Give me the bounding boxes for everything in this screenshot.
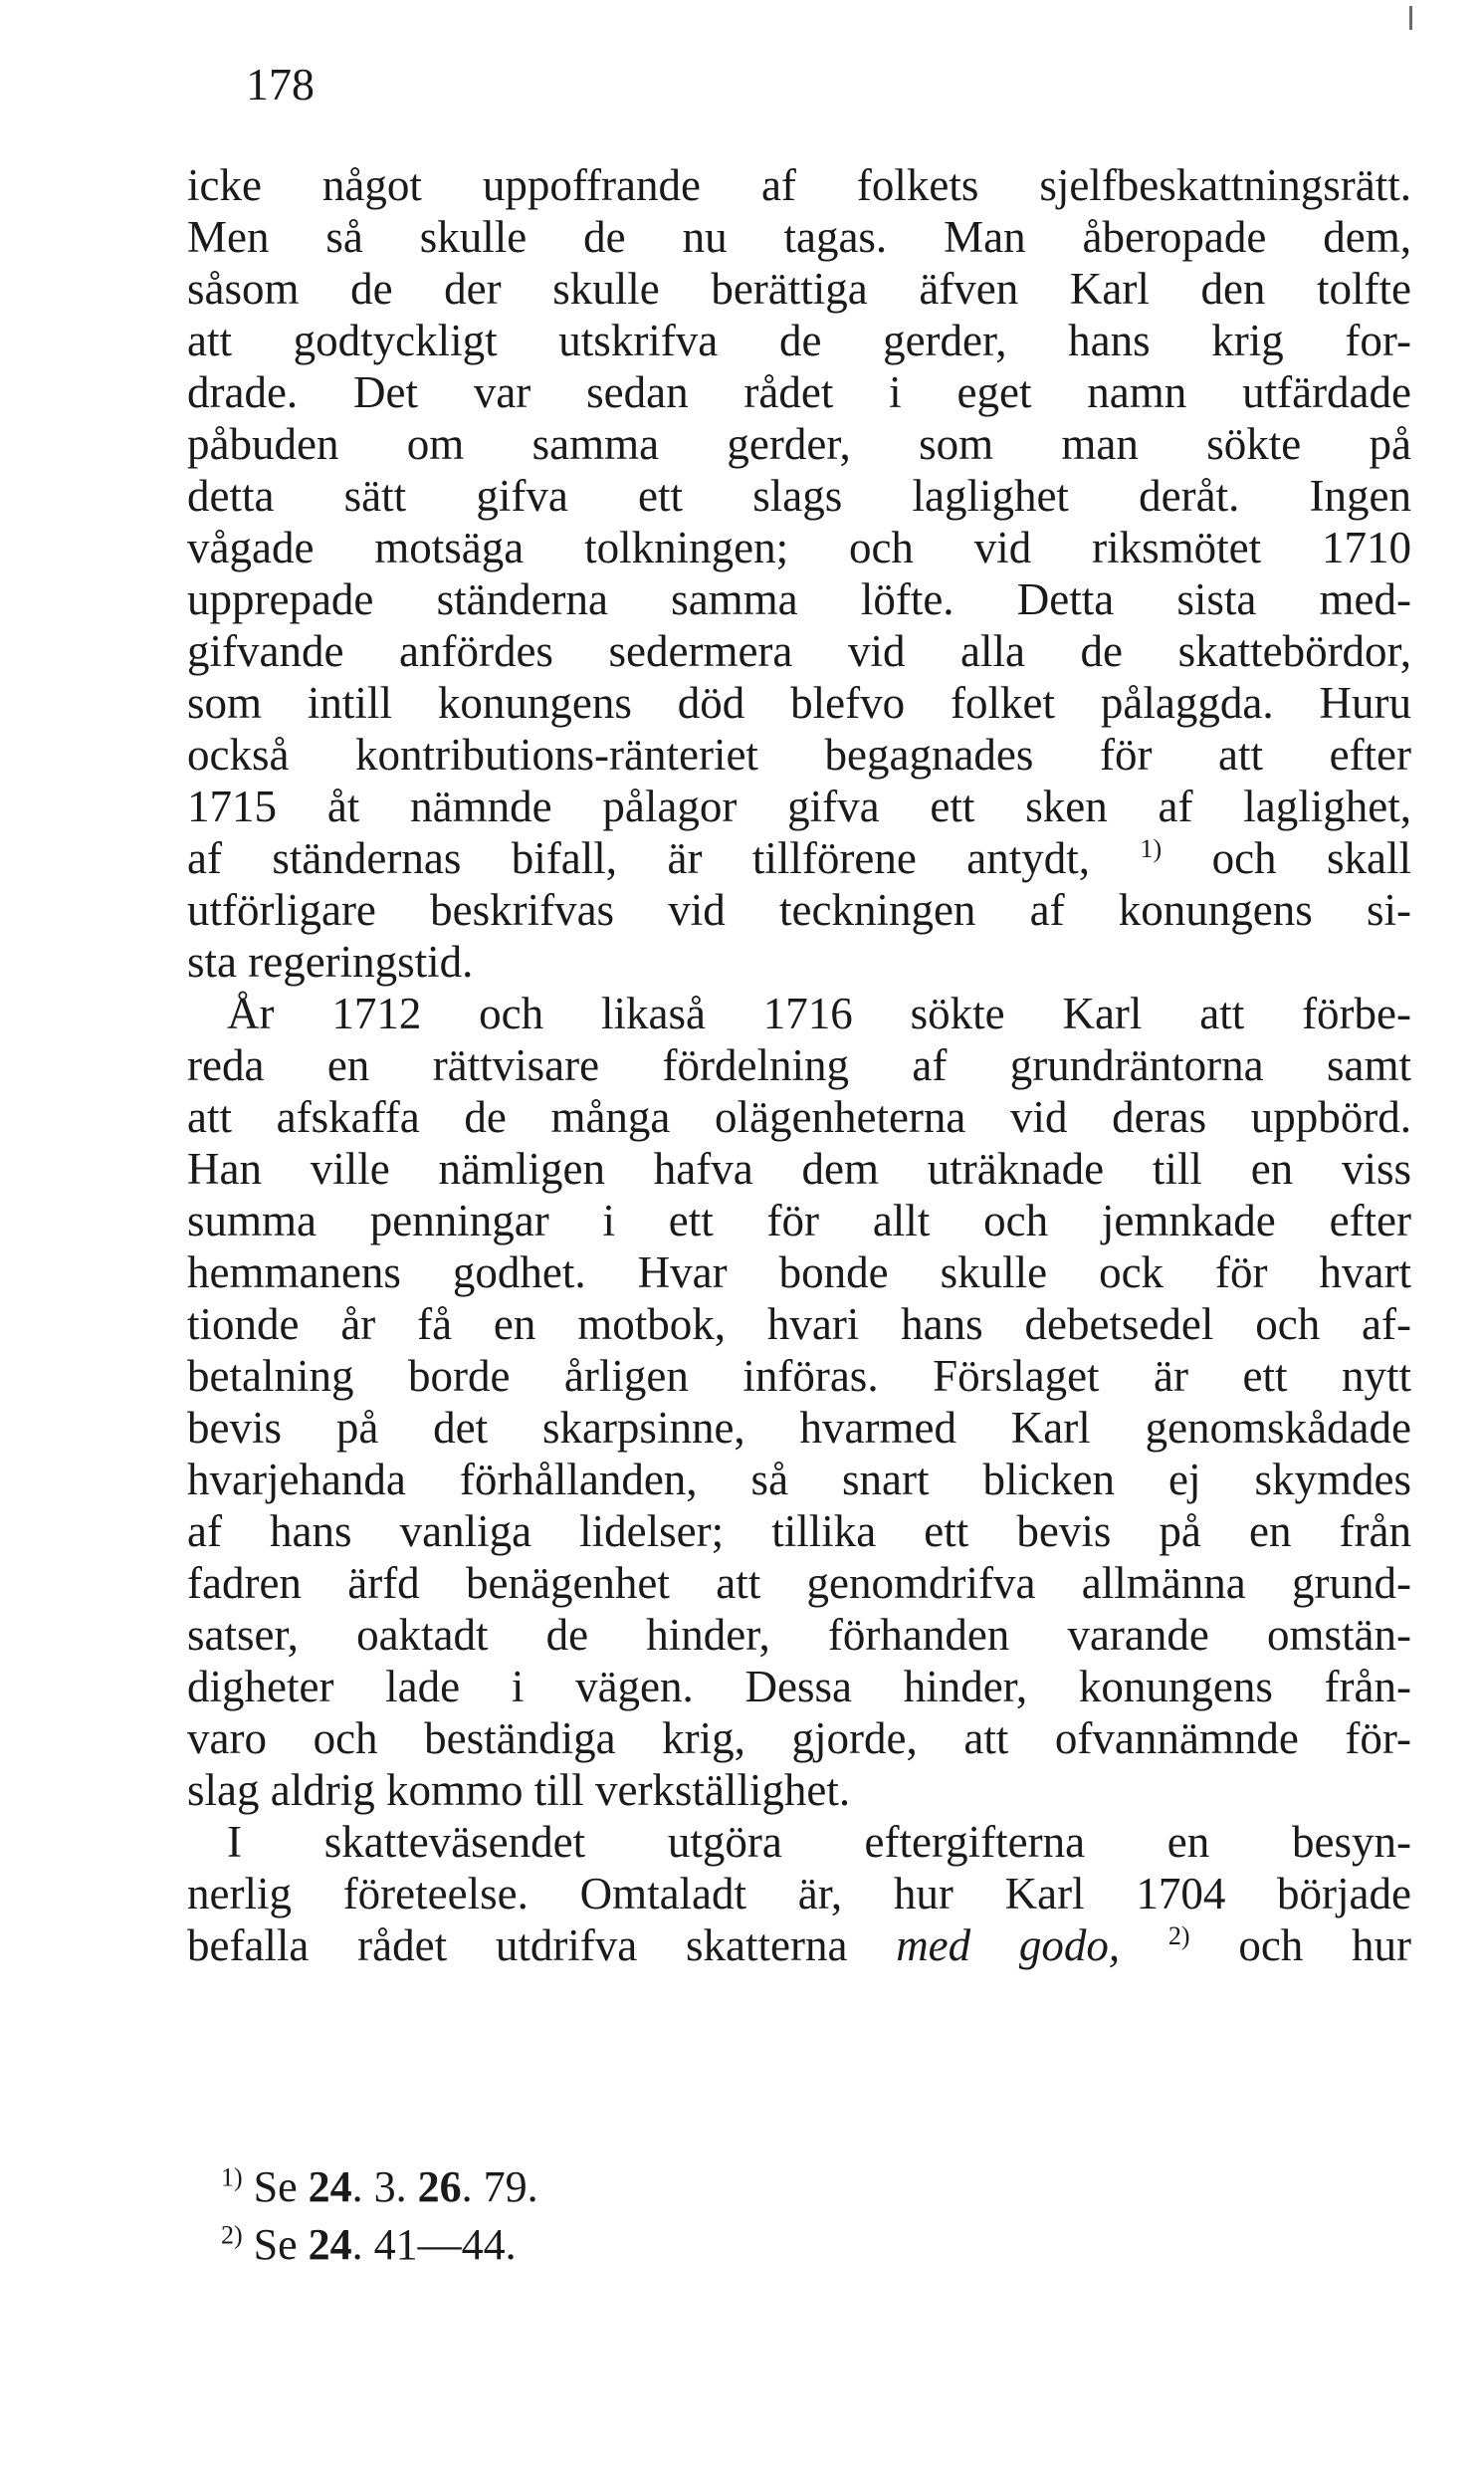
text-line: af hans vanliga lidelser; tillika ett bevis på en från	[187, 1506, 1411, 1556]
text-line: År 1712 och likaså 1716 sökte Karl att förbe-	[227, 989, 1411, 1038]
text-line: tionde år få en motbok, hvari hans debetsedel och af-	[187, 1299, 1411, 1349]
line-text: befalla rådet utdrifva skatterna	[187, 1920, 848, 1970]
text-line: digheter lade i vägen. Dessa hinder, konungens från-	[187, 1662, 1411, 1711]
text-line: nerlig företeelse. Omtaladt är, hur Karl 1704 började	[187, 1869, 1411, 1918]
footnote-rest: . 41—44.	[351, 2220, 517, 2269]
text-line: I skatteväsendet utgöra eftergifterna en besyn-	[227, 1817, 1411, 1867]
text-line: att godtyckligt utskrifva de gerder, hans krig for-	[187, 316, 1411, 365]
text-line: gifvande anfördes sedermera vid alla de skattebördor,	[187, 626, 1411, 676]
text-line: bevis på det skarpsinne, hvarmed Karl genomskådade	[187, 1403, 1411, 1453]
text-line: summa penningar i ett för allt och jemnkade efter	[187, 1196, 1411, 1245]
text-line: vågade motsäga tolkningen; och vid riksmötet 1710	[187, 523, 1411, 572]
footnote-prefix: Se	[253, 2162, 298, 2211]
text-line: att afskaffa de många olägenheterna vid deras uppbörd.	[187, 1092, 1411, 1142]
line-text: af ständernas bifall, är tillförene antydt,	[187, 833, 1090, 883]
text-line: slag aldrig kommo till verkställighet.	[187, 1765, 851, 1815]
footnote-rest: . 79.	[461, 2162, 538, 2211]
text-line: Han ville nämligen hafva dem uträknade till en viss	[187, 1144, 1411, 1194]
footnote	[221, 2216, 918, 2274]
line-tail: och skall	[1211, 833, 1411, 883]
text-line: påbuden om samma gerder, som man sökte på	[187, 419, 1411, 469]
text-line-with-footnote	[187, 832, 1411, 884]
text-line: icke något uppoffrande af folkets sjelfbeskattningsrätt.	[187, 160, 1411, 210]
text-line: betalning borde årligen införas. Förslaget är ett nytt	[187, 1351, 1411, 1401]
footnote-prefix: Se	[253, 2220, 298, 2269]
text-line-with-footnote	[187, 1919, 1411, 1971]
footnote	[221, 2158, 918, 2216]
body-text	[187, 159, 1411, 1971]
text-line: satser, oaktadt de hinder, förhanden varande omstän-	[187, 1610, 1411, 1660]
footnote-marker: 1)	[221, 2162, 243, 2192]
footnote-ref: 26	[417, 2162, 462, 2211]
text-line: detta sätt gifva ett slags laglighet deråt. Ingen	[187, 471, 1411, 521]
footnote-ref: 24	[308, 2220, 352, 2269]
page-number: 178	[246, 59, 315, 110]
footnote-marker: 1)	[1140, 834, 1163, 863]
text-line: fadren ärfd benägenhet att genomdrifva allmänna grund-	[187, 1558, 1411, 1608]
text-line: hvarjehanda förhållanden, så snart blicken ej skymdes	[187, 1455, 1411, 1504]
italic-phrase: med godo,	[896, 1920, 1121, 1970]
text-line: också kontributions-ränteriet begagnades för att efter	[187, 730, 1411, 780]
text-line: utförligare beskrifvas vid teckningen af konungens si-	[187, 885, 1411, 935]
text-line: drade. Det var sedan rådet i eget namn utfärdade	[187, 367, 1411, 417]
text-line: reda en rättvisare fördelning af grundräntorna samt	[187, 1040, 1411, 1090]
text-line: sta regeringstid.	[187, 937, 474, 987]
footnote-marker: 2)	[221, 2220, 243, 2250]
text-line: Men så skulle de nu tagas. Man åberopade dem,	[187, 212, 1411, 262]
text-line: som intill konungens död blefvo folket pålaggda. Huru	[187, 678, 1411, 728]
text-line: upprepade ständerna samma löfte. Detta sista med-	[187, 574, 1411, 624]
text-line: såsom de der skulle berättiga äfven Karl den tolfte	[187, 264, 1411, 314]
line-tail: och hur	[1238, 1920, 1411, 1970]
text-line: varo och beständiga krig, gjorde, att ofvannämnde för-	[187, 1713, 1411, 1763]
text-line: hemmanens godhet. Hvar bonde skulle ock för hvart	[187, 1247, 1411, 1297]
text-line: 1715 åt nämnde pålagor gifva ett sken af laglighet,	[187, 782, 1411, 831]
footnote-marker: 2)	[1167, 1921, 1190, 1950]
stray-print-mark	[1409, 6, 1412, 30]
footnote-rest: . 3.	[351, 2162, 418, 2211]
footnote-ref: 24	[308, 2162, 352, 2211]
footnotes	[221, 2158, 918, 2274]
